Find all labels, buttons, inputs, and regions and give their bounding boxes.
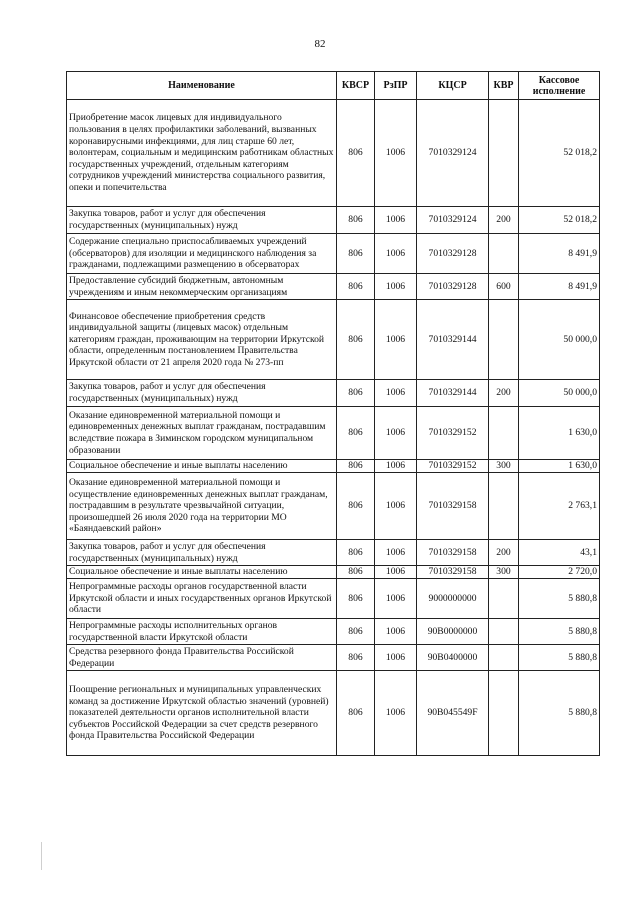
cell-name: Социальное обеспечение и иные выплаты населению: [67, 460, 337, 473]
cell-kvr: [489, 671, 519, 756]
cell-rzpr: 1006: [375, 645, 417, 671]
cell-kcsr: 7010329158: [417, 473, 489, 540]
cell-kvr: 300: [489, 566, 519, 579]
cell-kvr: [489, 579, 519, 619]
table-row: [67, 274, 600, 300]
table-row: [67, 645, 600, 671]
table-row: [67, 100, 600, 207]
header-sum: Кассовое исполнение: [519, 72, 600, 100]
cell-sum: 8 491,9: [519, 234, 600, 274]
header-kcsr: КЦСР: [417, 72, 489, 100]
cell-rzpr: 1006: [375, 579, 417, 619]
header-kvr: КВР: [489, 72, 519, 100]
cell-kcsr: 90В0000000: [417, 619, 489, 645]
cell-sum: 5 880,8: [519, 671, 600, 756]
cell-name: Содержание специально приспосабливаемых учреждений (обсерваторов) для изоляции и медицинского наблюдения за гражданами, подлежащими размещению в обсерваторах: [67, 234, 337, 274]
cell-name: Приобретение масок лицевых для индивидуального пользования в целях профилактики заболеваний, вызванных коронавирусными инфекциями, для лиц старше 60 лет, волонтерам, социальным и медицинским работникам областных государственных учреждений, отдельным категориям сотрудников учреждений министерства социального развития, опеки и попечительства: [67, 100, 337, 207]
cell-kcsr: 7010329152: [417, 407, 489, 460]
cell-rzpr: 1006: [375, 619, 417, 645]
page-number: 82: [314, 38, 326, 50]
cell-kvsr: 806: [337, 579, 375, 619]
cell-kcsr: 7010329128: [417, 274, 489, 300]
cell-sum: 50 000,0: [519, 380, 600, 407]
header-kvsr: КВСР: [337, 72, 375, 100]
cell-rzpr: 1006: [375, 671, 417, 756]
cell-sum: 5 880,8: [519, 645, 600, 671]
cell-kcsr: 90В045549F: [417, 671, 489, 756]
cell-rzpr: 1006: [375, 566, 417, 579]
cell-sum: 43,1: [519, 540, 600, 566]
cell-kvsr: 806: [337, 234, 375, 274]
cell-rzpr: 1006: [375, 300, 417, 380]
table-row: [67, 207, 600, 234]
cell-name: Непрограммные расходы исполнительных органов государственной власти Иркутской области: [67, 619, 337, 645]
cell-sum: 1 630,0: [519, 407, 600, 460]
cell-name: Средства резервного фонда Правительства Российской Федерации: [67, 645, 337, 671]
table-row: [67, 460, 600, 473]
header-rzpr: РзПР: [375, 72, 417, 100]
cell-name: Оказание единовременной материальной помощи и осуществление единовременных денежных выплат гражданам, пострадавшим в результате чрезвычайной ситуации, произошедшей 26 июля 2020 года на территории МО «Баяндаевский район»: [67, 473, 337, 540]
cell-name: Оказание единовременной материальной помощи и единовременных денежных выплат гражданам, пострадавшим вследствие пожара в Зиминском городском муниципальном образовании: [67, 407, 337, 460]
cell-rzpr: 1006: [375, 207, 417, 234]
cell-kcsr: 7010329158: [417, 566, 489, 579]
cell-name: Поощрение региональных и муниципальных управленческих команд за достижение Иркутской областью значений (уровней) показателей деятельности органов исполнительной власти субъектов Российской Федерации за счет средств резервного фонда Правительства Российской Федерации: [67, 671, 337, 756]
budget-execution-table: [66, 71, 600, 756]
cell-kvr: [489, 234, 519, 274]
cell-kvsr: 806: [337, 274, 375, 300]
cell-rzpr: 1006: [375, 274, 417, 300]
cell-rzpr: 1006: [375, 540, 417, 566]
cell-kcsr: 7010329124: [417, 100, 489, 207]
cell-kvr: [489, 300, 519, 380]
cell-sum: 5 880,8: [519, 579, 600, 619]
table-row: [67, 566, 600, 579]
cell-sum: 5 880,8: [519, 619, 600, 645]
cell-kcsr: 90В0400000: [417, 645, 489, 671]
table-body: [67, 100, 600, 756]
cell-sum: 2 763,1: [519, 473, 600, 540]
table-row: [67, 380, 600, 407]
cell-kcsr: 7010329158: [417, 540, 489, 566]
table-row: [67, 234, 600, 274]
cell-sum: 52 018,2: [519, 207, 600, 234]
cell-kvsr: 806: [337, 380, 375, 407]
cell-sum: 52 018,2: [519, 100, 600, 207]
cell-kvsr: 806: [337, 540, 375, 566]
cell-kvsr: 806: [337, 460, 375, 473]
cell-sum: 1 630,0: [519, 460, 600, 473]
cell-name: Непрограммные расходы органов государственной власти Иркутской области и иных государственных органов Иркутской области: [67, 579, 337, 619]
cell-rzpr: 1006: [375, 473, 417, 540]
cell-kvsr: 806: [337, 473, 375, 540]
table-row: [67, 619, 600, 645]
cell-kcsr: 7010329152: [417, 460, 489, 473]
table-row: [67, 300, 600, 380]
table-header-row: [67, 72, 600, 100]
table-row: [67, 671, 600, 756]
cell-name: Финансовое обеспечение приобретения средств индивидуальной защиты (лицевых масок) отдельным категориям граждан, проживающим на территории Иркутской области, определенным постановлением Правительства Иркутской области от 21 апреля 2020 года № 273-пп: [67, 300, 337, 380]
cell-kcsr: 7010329144: [417, 300, 489, 380]
cell-rzpr: 1006: [375, 407, 417, 460]
cell-kcsr: 7010329124: [417, 207, 489, 234]
cell-rzpr: 1006: [375, 380, 417, 407]
cell-kvsr: 806: [337, 619, 375, 645]
cell-name: Закупка товаров, работ и услуг для обеспечения государственных (муниципальных) нужд: [67, 540, 337, 566]
cell-kvsr: 806: [337, 671, 375, 756]
margin-mark: [41, 842, 42, 870]
cell-sum: 8 491,9: [519, 274, 600, 300]
cell-rzpr: 1006: [375, 460, 417, 473]
cell-kvr: 600: [489, 274, 519, 300]
cell-name: Закупка товаров, работ и услуг для обеспечения государственных (муниципальных) нужд: [67, 380, 337, 407]
cell-kvr: 300: [489, 460, 519, 473]
cell-kvr: 200: [489, 207, 519, 234]
cell-kvsr: 806: [337, 407, 375, 460]
header-name: Наименование: [67, 72, 337, 100]
cell-sum: 2 720,0: [519, 566, 600, 579]
table-row: [67, 407, 600, 460]
table-row: [67, 540, 600, 566]
cell-kvsr: 806: [337, 300, 375, 380]
cell-sum: 50 000,0: [519, 300, 600, 380]
cell-kcsr: 7010329128: [417, 234, 489, 274]
cell-name: Предоставление субсидий бюджетным, автономным учреждениям и иным некоммерческим организациям: [67, 274, 337, 300]
cell-kvsr: 806: [337, 100, 375, 207]
cell-kvr: [489, 619, 519, 645]
table-row: [67, 579, 600, 619]
cell-name: Социальное обеспечение и иные выплаты населению: [67, 566, 337, 579]
cell-name: Закупка товаров, работ и услуг для обеспечения государственных (муниципальных) нужд: [67, 207, 337, 234]
cell-kvr: 200: [489, 540, 519, 566]
cell-rzpr: 1006: [375, 100, 417, 207]
cell-kvsr: 806: [337, 645, 375, 671]
cell-kvr: [489, 100, 519, 207]
cell-kvr: [489, 407, 519, 460]
cell-kvr: [489, 645, 519, 671]
cell-kvr: [489, 473, 519, 540]
cell-rzpr: 1006: [375, 234, 417, 274]
cell-kvsr: 806: [337, 566, 375, 579]
cell-kcsr: 7010329144: [417, 380, 489, 407]
cell-kvsr: 806: [337, 207, 375, 234]
cell-kcsr: 9000000000: [417, 579, 489, 619]
table-row: [67, 473, 600, 540]
cell-kvr: 200: [489, 380, 519, 407]
